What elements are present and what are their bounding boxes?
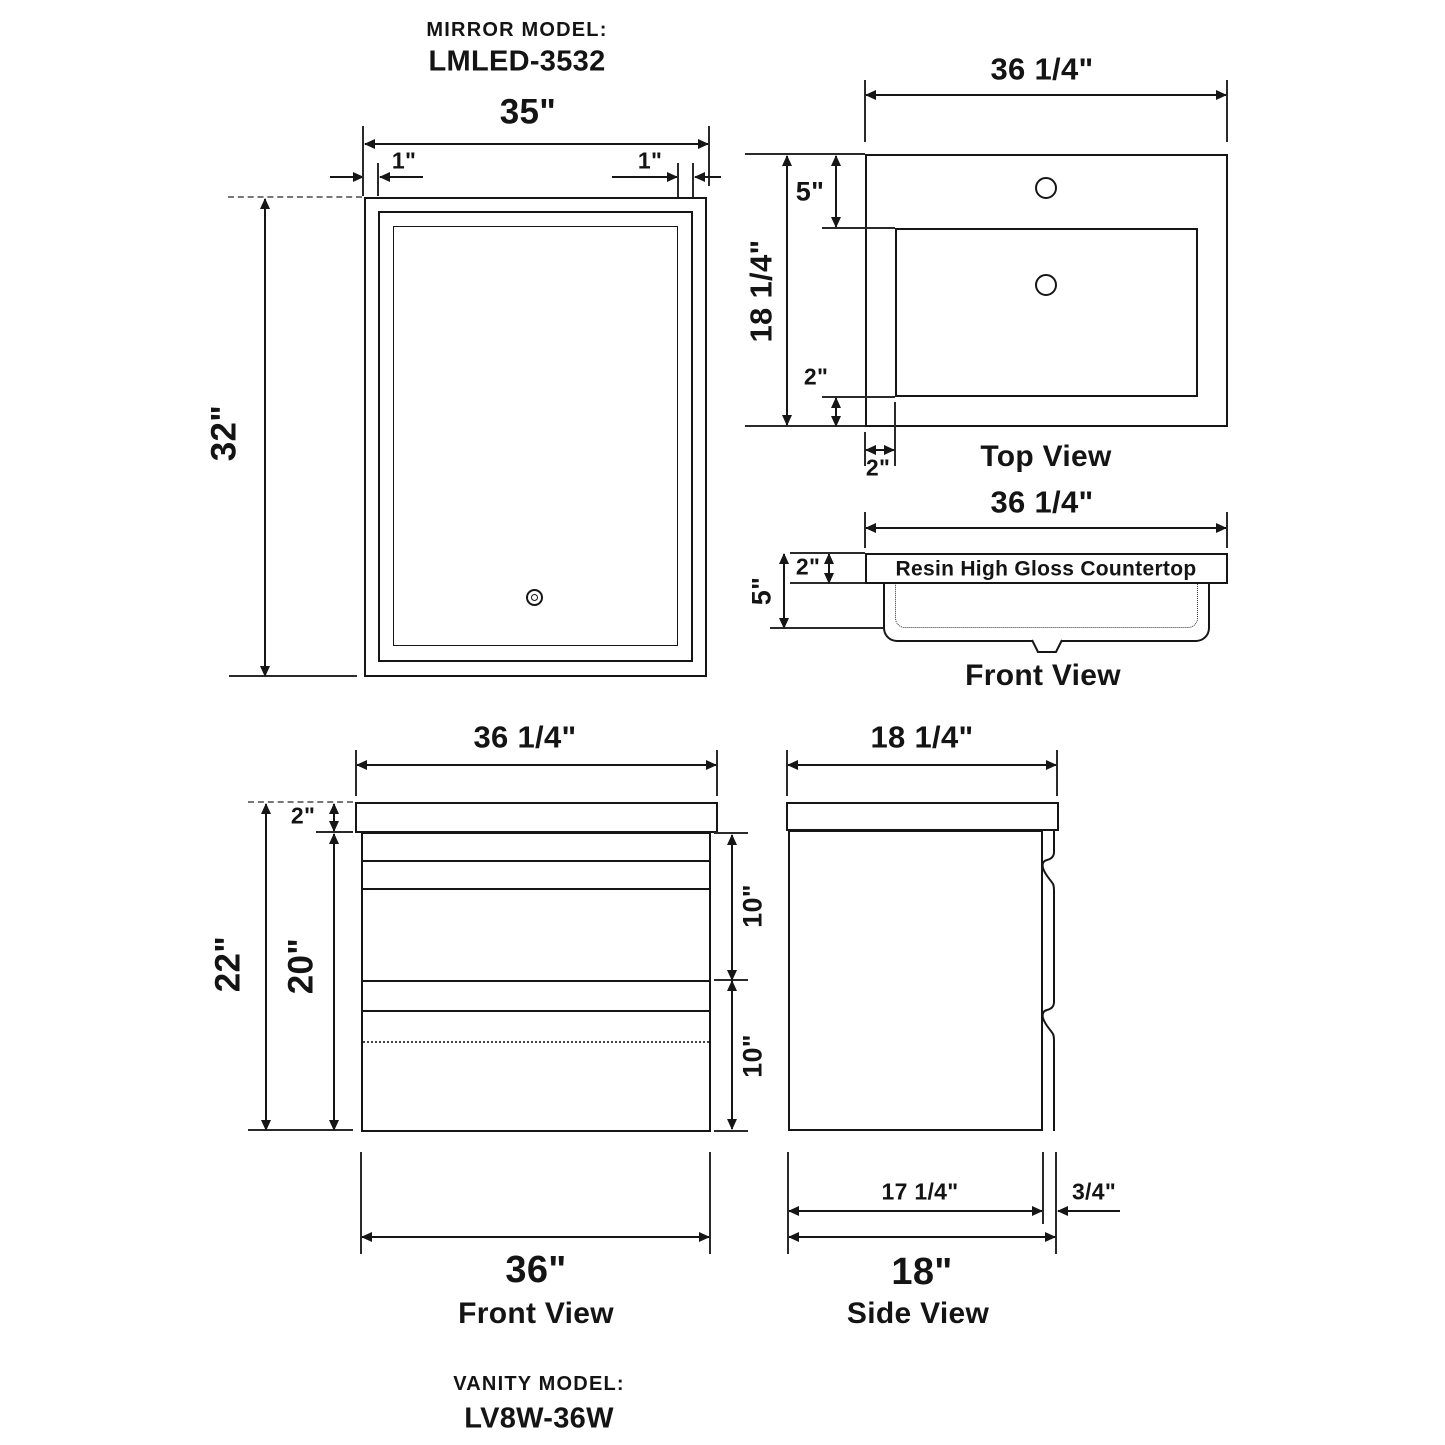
mirror-frame-left-dim-label: 1"	[391, 147, 417, 174]
ctfront-thickness-dim	[828, 554, 830, 583]
mirror-width-dim-label: 35"	[499, 92, 557, 132]
vfront-drawer1-lip-line	[363, 860, 709, 862]
dim-arrow	[612, 176, 677, 178]
vside-bottomdepth-dim	[789, 1236, 1055, 1238]
vside-topdepth-dim-line	[788, 764, 1056, 766]
topview-depth-dim-label: 18 1/4"	[743, 239, 779, 343]
ext-line	[894, 402, 896, 466]
ext-line	[716, 750, 718, 796]
ext-line	[355, 750, 357, 796]
vfront-countertop-slab	[355, 802, 718, 833]
mirror-glass	[393, 226, 678, 646]
vside-title: Side View	[846, 1297, 990, 1330]
dim-arrow	[380, 176, 423, 178]
topview-basin-front-dim	[835, 398, 837, 426]
ext-line	[1056, 750, 1058, 796]
ctfront-height-label: 5"	[746, 576, 777, 606]
topview-drain-hole	[1035, 274, 1057, 296]
dim-arrow	[695, 176, 721, 178]
vside-cabinet-body	[788, 830, 1043, 1131]
ctfront-material-label: Resin High Gloss Countertop	[895, 557, 1197, 581]
vfront-drawer2-dim	[731, 981, 733, 1129]
ctfront-height-dim	[783, 554, 785, 628]
vside-countertop-slab	[786, 802, 1059, 831]
vfront-totalheight-label: 22"	[208, 935, 248, 993]
mirror-model-label: MIRROR MODEL:	[426, 19, 608, 41]
vside-topdepth-dim-label: 18 1/4"	[870, 719, 974, 755]
vfront-slab-thickness-dim	[333, 804, 335, 831]
vfront-drawer1-dim	[731, 835, 733, 980]
mirror-height-dim-label: 32"	[204, 404, 244, 462]
ctfront-thickness-label: 2"	[795, 553, 821, 580]
vside-drawerfront-arrow	[1058, 1210, 1120, 1212]
topview-basin-side-label: 2"	[865, 454, 891, 481]
topview-faucet-offset-label: 5"	[795, 176, 825, 207]
vanity-model-label: VANITY MODEL:	[453, 1373, 625, 1395]
ctfront-width-dim-label: 36 1/4"	[990, 484, 1094, 520]
vfront-topwidth-dim-label: 36 1/4"	[473, 719, 577, 755]
vside-cabinetdepth-label: 17 1/4"	[881, 1178, 959, 1205]
vfront-drawer2-label: 10"	[737, 1034, 768, 1078]
ext-line	[745, 153, 865, 155]
ext-line	[745, 425, 865, 427]
vfront-totalheight-dim	[265, 804, 267, 1130]
topview-basin-front-label: 2"	[803, 363, 829, 390]
ctfront-basin-inner	[895, 583, 1198, 628]
ext-line-dashed	[228, 196, 362, 198]
topview-basin-side-dim	[866, 449, 894, 451]
vfront-topwidth-dim-line	[357, 764, 716, 766]
mirror-touch-sensor-dot	[531, 594, 538, 601]
ext-line	[714, 1130, 748, 1132]
vfront-bottomwidth-dim	[362, 1236, 709, 1238]
vfront-drawer1-label: 10"	[737, 884, 768, 928]
dim-arrow	[330, 176, 363, 178]
ext-line	[786, 750, 788, 796]
vside-drawer-front-profile	[1040, 828, 1064, 1134]
vside-bottomdepth-label: 18"	[891, 1251, 953, 1293]
ext-line	[229, 675, 357, 677]
vanity-model-code: LV8W-36W	[464, 1402, 614, 1435]
ctfront-title: Front View	[965, 659, 1121, 692]
topview-faucet-offset-dim	[835, 156, 837, 227]
ext-line	[822, 227, 895, 229]
vfront-drawer-divider-line	[363, 980, 709, 982]
vside-cabinetdepth-dim	[789, 1210, 1042, 1212]
vfront-drawer2-lip-line	[363, 1010, 709, 1012]
vfront-drawer2-groove-line	[363, 1041, 709, 1043]
topview-title: Top View	[980, 440, 1112, 473]
vfront-drawer1-groove-line	[363, 888, 709, 890]
vfront-cabinet	[361, 832, 711, 1132]
mirror-height-dim-line	[264, 199, 266, 676]
vfront-slab-thickness-label: 2"	[290, 802, 316, 829]
vfront-title: Front View	[458, 1297, 614, 1330]
mirror-width-dim-line	[365, 143, 708, 145]
ctfront-drain	[1031, 640, 1063, 654]
topview-width-dim-line	[866, 94, 1226, 96]
mirror-frame-right-dim-label: 1"	[637, 147, 663, 174]
vside-drawerfront-label: 3/4"	[1071, 1178, 1117, 1205]
vfront-cabinetheight-label: 20"	[281, 937, 321, 995]
mirror-model-code: LMLED-3532	[428, 45, 606, 78]
topview-faucet-hole	[1035, 177, 1057, 199]
ctfront-width-dim-line	[866, 527, 1226, 529]
topview-depth-dim-line	[786, 156, 788, 425]
ext-tick	[362, 163, 364, 196]
vfront-bottomwidth-label: 36"	[505, 1249, 567, 1291]
vfront-cabinetheight-dim	[333, 834, 335, 1130]
topview-width-dim-label: 36 1/4"	[990, 51, 1094, 87]
topview-basin	[895, 228, 1198, 397]
